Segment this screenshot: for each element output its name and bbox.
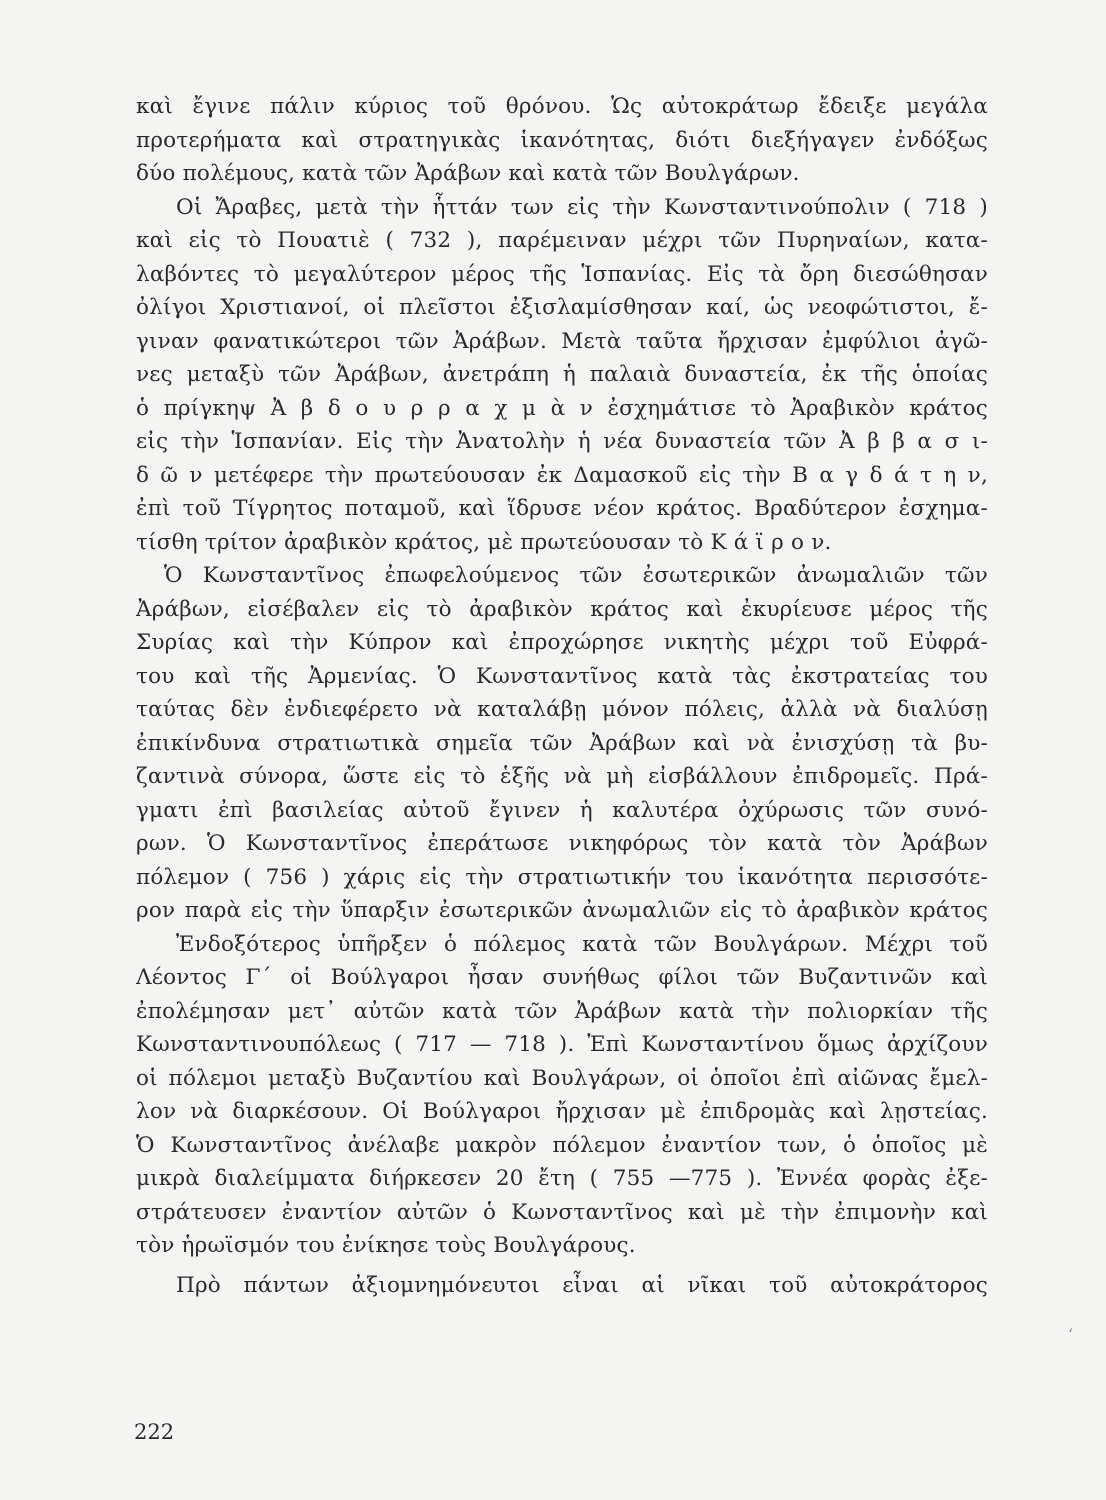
text-line: εἰς τὴν Ἱσπανίαν. Εἰς τὴν Ἀνατολὴν ἡ νέα δυναστεία τῶν Ἀ β β α σ ι- [136,429,988,454]
text-line: Ὁ Κωνσταντῖνος ἐπωφελούμενος τῶν ἐσωτερικῶν ἀνωμαλιῶν τῶν [164,563,988,588]
text-line: ζαντινὰ σύνορα, ὥστε εἰς τὸ ἑξῆς νὰ μὴ εἰσβάλλουν ἐπιδρομεῖς. Πρά- [136,764,988,789]
text-line: οἱ πόλεμοι μεταξὺ Βυζαντίου καὶ Βουλγάρων, οἱ ὁποῖοι ἐπὶ αἰῶνας ἔμελ- [136,1065,988,1091]
paragraph-1 [136,90,988,191]
text-line: λον νὰ διαρκέσουν. Οἱ Βούλγαροι ἤρχισαν μὲ ἐπιδρομὰς καὶ λῃστείας. [136,1099,988,1124]
text-line: Ἐνδοξότερος ὑπῆρξεν ὁ πόλεμος κατὰ τῶν Βουλγάρων. Μέχρι τοῦ [176,931,988,957]
text-line: γματι ἐπὶ βασιλείας αὐτοῦ ἔγινεν ἡ καλυτέρα ὀχύρωσις τῶν συνό- [136,797,988,823]
text-line: ὀλίγοι Χριστιανοί, οἱ πλεῖστοι ἐξισλαμίσθησαν καί, ὡς νεοφώτιστοι, ἔ- [136,295,988,320]
text-line: μικρὰ διαλείμματα διήρκεσεν 20 ἔτη ( 755 —775 ). Ἐννέα φορὰς ἐξε- [136,1166,988,1191]
text-line: ταύτας δὲν ἐνδιεφέρετο νὰ καταλάβῃ μόνον πόλεις, ἀλλὰ νὰ διαλύσῃ [136,697,988,722]
text-line: στράτευσεν ἐναντίον αὐτῶν ὁ Κωνσταντῖνος καὶ μὲ τὴν ἐπιμονὴν καὶ [136,1199,988,1225]
text-line: Ἀράβων, εἰσέβαλεν εἰς τὸ ἀραβικὸν κράτος καὶ ἐκυρίευσε μέρος τῆς [136,596,988,622]
page-number: 222 [134,1420,175,1444]
body-text [136,90,988,1302]
text-line: Συρίας καὶ τὴν Κύπρον καὶ ἐπροχώρησε νικητὴς μέχρι τοῦ Εὐφρά- [136,630,988,655]
paragraph-3 [136,559,988,928]
text-line: Λέοντος Γ΄ οἱ Βούλγαροι ἦσαν συνήθως φίλοι τῶν Βυζαντινῶν καὶ [136,965,988,990]
text-line: καὶ εἰς τὸ Πουατιὲ ( 732 ), παρέμειναν μέχρι τῶν Πυρηναίων, κατα- [136,228,988,253]
text-line: ἐπολέμησαν μετ᾽ αὐτῶν κατὰ τῶν Ἀράβων κατὰ τὴν πολιορκίαν τῆς [136,998,988,1024]
text-line: ἐπικίνδυνα στρατιωτικὰ σημεῖα τῶν Ἀράβων καὶ νὰ ἐνισχύσῃ τὰ βυ- [136,730,988,756]
text-line: δύο πολέμους, κατὰ τῶν Ἀράβων καὶ κατὰ τῶν Βουλγάρων. [136,161,800,186]
text-line: πόλεμον ( 756 ) χάρις εἰς τὴν στρατιωτικήν του ἱκανότητα περισσότε- [136,864,988,890]
text-line: Ὁ Κωνσταντῖνος ἀνέλαβε μακρὸν πόλεμον ἐναντίον των, ὁ ὁποῖος μὲ [136,1132,988,1158]
text-line: Κωνσταντινουπόλεως ( 717 — 718 ). Ἐπὶ Κωνσταντίνου ὅμως ἀρχίζουν [136,1032,988,1057]
text-line: ρων. Ὁ Κωνσταντῖνος ἐπεράτωσε νικηφόρως τὸν κατὰ τὸν Ἀράβων [136,831,988,856]
margin-mark: ʻ [1068,1325,1074,1344]
text-line: νες μεταξὺ τῶν Ἀράβων, ἀνετράπη ἡ παλαιὰ δυναστεία, ἐκ τῆς ὁποίας [136,362,988,387]
text-line: ὁ πρίγκηψ Ἀ β δ ο υ ρ ρ α χ μ ὰ ν ἐσχημάτισε τὸ Ἀραβικὸν κράτος [136,395,988,421]
text-line: καὶ ἔγινε πάλιν κύριος τοῦ θρόνου. Ὡς αὐτοκράτωρ ἔδειξε μεγάλα [136,94,988,119]
text-line: Οἱ Ἄραβες, μετὰ τὴν ἧττάν των εἰς τὴν Κωνσταντινούπολιν ( 718 ) [176,194,988,220]
paragraph-5 [136,1269,988,1303]
text-line: δ ῶ ν μετέφερε τὴν πρωτεύουσαν ἐκ Δαμασκοῦ εἰς τὴν Β α γ δ ά τ η ν, [136,462,988,488]
text-line: Πρὸ πάντων ἀξιομνημόνευτοι εἶναι αἱ νῖκαι τοῦ αὐτοκράτορος [176,1272,988,1298]
text-line: προτερήματα καὶ στρατηγικὰς ἱκανότητας, διότι διεξήγαγεν ἐνδόξως [136,127,988,153]
text-line: ρον παρὰ εἰς τὴν ὕπαρξιν ἐσωτερικῶν ἀνωμαλιῶν εἰς τὸ ἀραβικὸν κράτος [136,898,988,923]
text-line: γιναν φανατικώτεροι τῶν Ἀράβων. Μετὰ ταῦτα ἤρχισαν ἐμφύλιοι ἀγῶ- [136,328,988,354]
text-line: του καὶ τῆς Ἀρμενίας. Ὁ Κωνσταντῖνος κατὰ τὰς ἐκστρατείας του [136,663,988,689]
text-line: ἐπὶ τοῦ Τίγρητος ποταμοῦ, καὶ ἵδρυσε νέον κράτος. Βραδύτερον ἐσχημα- [136,496,988,521]
text-line: τὸν ἡρωϊσμόν του ἐνίκησε τοὺς Βουλγάρους. [136,1233,636,1258]
text-line: λαβόντες τὸ μεγαλύτερον μέρος τῆς Ἱσπανίας. Εἰς τὰ ὄρη διεσώθησαν [136,261,988,287]
paragraph-2 [136,191,988,560]
paragraph-4 [136,928,988,1263]
text-line: τίσθη τρίτον ἀραβικὸν κράτος, μὲ πρωτεύουσαν τὸ Κ ά ϊ ρ ο ν. [136,529,832,555]
